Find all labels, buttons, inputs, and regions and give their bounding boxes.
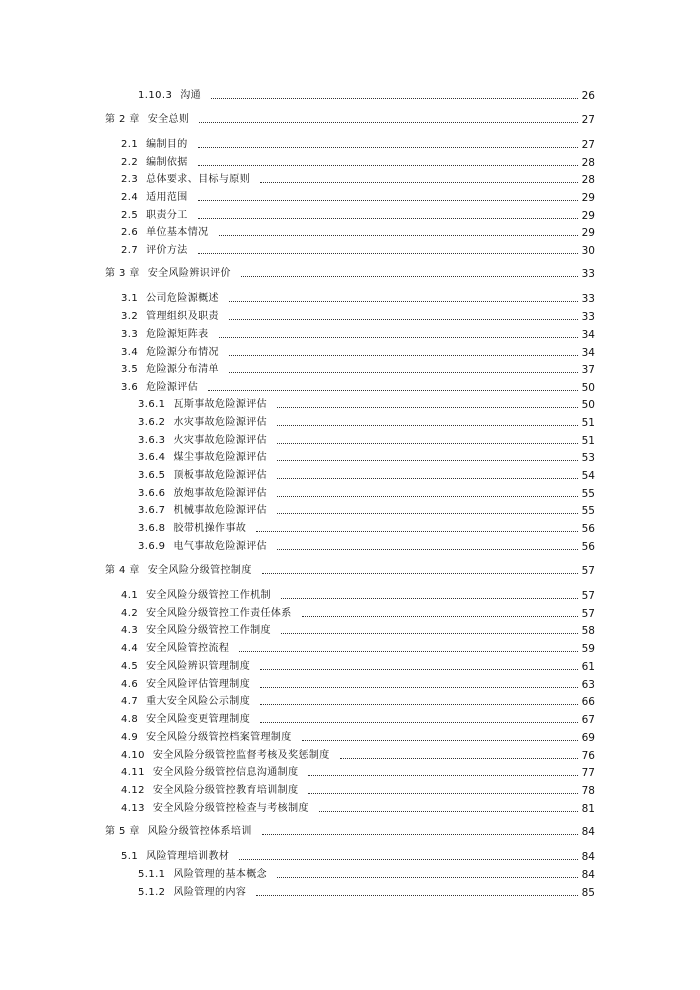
toc-entry-number: 3.2 xyxy=(121,311,139,322)
toc-entry-title: 风险管理培训教材 xyxy=(146,851,230,862)
toc-entry-label xyxy=(121,712,250,728)
toc-entry-title: 安全风险辨识管理制度 xyxy=(146,661,251,672)
dot-leader xyxy=(260,687,578,688)
toc-entry-number: 2.3 xyxy=(121,174,139,185)
toc-entry-label xyxy=(121,849,229,865)
toc-entry-number: 2.7 xyxy=(121,245,139,256)
toc-entry-label xyxy=(138,885,246,901)
toc-entry-number: 4.8 xyxy=(121,714,139,725)
toc-entry-label xyxy=(121,623,271,639)
toc-entry-page-number: 28 xyxy=(581,174,595,186)
toc-entry-label xyxy=(121,155,188,171)
dot-leader xyxy=(198,200,578,201)
toc-entry-page-number: 33 xyxy=(581,311,595,323)
toc-entry-label xyxy=(121,309,219,325)
toc-entry-label xyxy=(138,450,267,466)
toc-entry-label xyxy=(121,659,250,675)
dot-leader xyxy=(277,513,578,514)
dot-leader xyxy=(302,616,578,617)
dot-leader xyxy=(277,478,578,479)
toc-entry-title: 编制依据 xyxy=(146,157,188,168)
dot-leader xyxy=(308,793,578,794)
dot-leader xyxy=(241,276,578,277)
toc-entry-title: 安全风险辨识评价 xyxy=(147,268,231,279)
toc-entry-title: 胶带机操作事故 xyxy=(173,523,247,534)
toc-entry-label xyxy=(121,588,271,604)
toc-entry-number: 2.5 xyxy=(121,210,139,221)
toc-entry-page-number: 50 xyxy=(581,382,595,394)
toc-entry-number: 3.6.1 xyxy=(138,399,166,410)
toc-entry-page-number: 81 xyxy=(581,803,595,815)
dot-leader xyxy=(198,218,578,219)
toc-entry-label xyxy=(121,172,250,188)
toc-entry-title: 安全风险分级管控工作机制 xyxy=(146,590,271,601)
toc-entry-number: 第 5 章 xyxy=(105,826,140,837)
dot-leader xyxy=(260,704,578,705)
toc-entry[interactable] xyxy=(0,801,700,817)
toc-entry-number: 3.6.4 xyxy=(138,452,166,463)
toc-entry-title: 安全风险分级管控检查与考核制度 xyxy=(152,803,309,814)
toc-entry-title: 危险源矩阵表 xyxy=(146,329,209,340)
toc-entry-title: 安全风险分级管控工作制度 xyxy=(146,625,271,636)
dot-leader xyxy=(319,811,578,812)
dot-leader xyxy=(198,253,578,254)
dot-leader xyxy=(281,633,578,634)
toc-entry-page-number: 69 xyxy=(581,732,595,744)
toc-entry-label xyxy=(121,765,298,781)
toc-entry-page-number: 55 xyxy=(581,488,595,500)
toc-entry[interactable] xyxy=(0,415,700,431)
toc-entry-label xyxy=(138,433,267,449)
toc-entry[interactable] xyxy=(0,659,700,675)
toc-entry-number: 4.4 xyxy=(121,643,139,654)
toc-entry-number: 3.6.7 xyxy=(138,505,166,516)
toc-entry[interactable] xyxy=(0,783,700,799)
toc-entry-title: 安全风险分级管控档案管理制度 xyxy=(146,732,292,743)
dot-leader xyxy=(229,319,578,320)
toc-entry-label xyxy=(121,677,250,693)
toc-entry-label xyxy=(138,867,267,883)
toc-entry-label xyxy=(105,266,231,282)
toc-entry-label xyxy=(121,243,188,259)
dot-leader xyxy=(211,98,578,99)
toc-entry[interactable] xyxy=(0,694,700,710)
toc-entry-page-number: 54 xyxy=(581,470,595,482)
toc-entry-number: 4.13 xyxy=(121,803,145,814)
dot-leader xyxy=(281,598,578,599)
toc-entry-page-number: 56 xyxy=(581,541,595,553)
toc-entry[interactable] xyxy=(0,521,700,537)
toc-entry[interactable] xyxy=(0,824,700,840)
toc-entry-label xyxy=(121,694,250,710)
toc-entry-label xyxy=(121,641,229,657)
toc-entry[interactable] xyxy=(0,380,700,396)
toc-entry[interactable] xyxy=(0,588,700,604)
toc-entry-label xyxy=(138,468,267,484)
dot-leader xyxy=(260,669,578,670)
toc-entry[interactable] xyxy=(0,397,700,413)
dot-leader xyxy=(277,877,578,878)
toc-entry-page-number: 33 xyxy=(581,293,595,305)
toc-entry[interactable] xyxy=(0,677,700,693)
dot-leader xyxy=(277,460,578,461)
dot-leader xyxy=(219,337,578,338)
toc-entry-title: 单位基本情况 xyxy=(146,227,209,238)
toc-entry-number: 5.1 xyxy=(121,851,139,862)
toc-entry-label xyxy=(121,801,309,817)
toc-entry-page-number: 27 xyxy=(581,139,595,151)
dot-leader xyxy=(229,355,578,356)
toc-entry[interactable] xyxy=(0,137,700,153)
toc-entry-title: 危险源分布情况 xyxy=(146,347,219,358)
toc-entry-number: 3.6.9 xyxy=(138,541,166,552)
toc-entry-title: 重大安全风险公示制度 xyxy=(146,696,251,707)
toc-entry[interactable] xyxy=(0,486,700,502)
toc-entry-title: 风险管理的内容 xyxy=(173,887,247,898)
toc-entry[interactable] xyxy=(0,867,700,883)
toc-entry[interactable] xyxy=(0,433,700,449)
dot-leader xyxy=(302,740,578,741)
toc-entry-number: 3.6.5 xyxy=(138,470,166,481)
toc-entry-label xyxy=(121,362,219,378)
toc-entry-number: 4.11 xyxy=(121,767,145,778)
dot-leader xyxy=(277,407,578,408)
toc-entry-number: 4.2 xyxy=(121,608,139,619)
toc-entry-page-number: 84 xyxy=(581,851,595,863)
toc-entry-number: 4.1 xyxy=(121,590,139,601)
dot-leader xyxy=(208,390,578,391)
toc-entry-page-number: 37 xyxy=(581,364,595,376)
toc-entry-number: 2.1 xyxy=(121,139,139,150)
toc-entry[interactable] xyxy=(0,190,700,206)
toc-entry-label xyxy=(121,380,198,396)
toc-entry-label xyxy=(138,539,267,555)
toc-entry-page-number: 57 xyxy=(581,565,595,577)
dot-leader xyxy=(277,425,578,426)
dot-leader xyxy=(277,549,578,550)
toc-entry[interactable] xyxy=(0,641,700,657)
dot-leader xyxy=(198,147,578,148)
dot-leader xyxy=(256,531,578,532)
toc-entry-page-number: 84 xyxy=(581,826,595,838)
toc-entry-page-number: 33 xyxy=(581,268,595,280)
toc-entry-label xyxy=(121,137,188,153)
toc-entry-title: 评价方法 xyxy=(146,245,188,256)
dot-leader xyxy=(340,758,578,759)
toc-entry-page-number: 63 xyxy=(581,679,595,691)
toc-entry-number: 4.10 xyxy=(121,750,145,761)
toc-entry-title: 安全风险管控流程 xyxy=(146,643,230,654)
dot-leader xyxy=(239,859,578,860)
dot-leader xyxy=(256,895,578,896)
dot-leader xyxy=(260,722,578,723)
toc-entry-page-number: 51 xyxy=(581,435,595,447)
toc-entry-title: 安全风险分级管控教育培训制度 xyxy=(152,785,299,796)
toc-entry[interactable] xyxy=(0,623,700,639)
toc-entry-page-number: 55 xyxy=(581,505,595,517)
toc-entry[interactable] xyxy=(0,345,700,361)
toc-entry-number: 3.6.6 xyxy=(138,488,166,499)
toc-entry-page-number: 53 xyxy=(581,452,595,464)
toc-entry-page-number: 57 xyxy=(581,590,595,602)
toc-entry-number: 4.5 xyxy=(121,661,139,672)
toc-entry-page-number: 27 xyxy=(581,114,595,126)
toc-entry-number: 3.5 xyxy=(121,364,139,375)
toc-entry[interactable] xyxy=(0,849,700,865)
toc-entry-label xyxy=(138,397,267,413)
toc-entry-page-number: 59 xyxy=(581,643,595,655)
dot-leader xyxy=(260,182,578,183)
toc-entry-page-number: 85 xyxy=(581,887,595,899)
toc-entry-label xyxy=(121,730,292,746)
toc-entry[interactable] xyxy=(0,539,700,555)
dot-leader xyxy=(239,651,578,652)
toc-entry-page-number: 57 xyxy=(581,608,595,620)
toc-entry[interactable] xyxy=(0,885,700,901)
dot-leader xyxy=(308,775,578,776)
toc-entry-title: 适用范围 xyxy=(146,192,188,203)
toc-entry[interactable] xyxy=(0,765,700,781)
toc-entry-page-number: 28 xyxy=(581,157,595,169)
toc-entry-title: 公司危险源概述 xyxy=(146,293,219,304)
toc-entry[interactable] xyxy=(0,503,700,519)
toc-entry[interactable] xyxy=(0,606,700,622)
toc-entry-title: 水灾事故危险源评估 xyxy=(173,417,268,428)
toc-entry-page-number: 29 xyxy=(581,227,595,239)
dot-leader xyxy=(198,165,578,166)
toc-entry[interactable] xyxy=(0,155,700,171)
toc-entry-label xyxy=(105,112,189,128)
toc-entry-number: 2.2 xyxy=(121,157,139,168)
toc-entry[interactable] xyxy=(0,291,700,307)
toc-entry[interactable] xyxy=(0,748,700,764)
toc-entry-label xyxy=(138,521,246,537)
toc-entry-number: 第 4 章 xyxy=(105,565,140,576)
toc-entry-title: 煤尘事故危险源评估 xyxy=(173,452,268,463)
toc-entry-page-number: 50 xyxy=(581,399,595,411)
toc-entry-number: 3.3 xyxy=(121,329,139,340)
toc-entry-label xyxy=(121,208,188,224)
toc-entry-label xyxy=(105,563,252,579)
toc-entry-page-number: 26 xyxy=(581,90,595,102)
toc-entry[interactable] xyxy=(0,362,700,378)
toc-entry-number: 4.3 xyxy=(121,625,139,636)
toc-entry-label xyxy=(121,225,209,241)
toc-entry-page-number: 34 xyxy=(581,347,595,359)
toc-entry-title: 机械事故危险源评估 xyxy=(173,505,268,516)
toc-entry-title: 电气事故危险源评估 xyxy=(173,541,268,552)
toc-entry-label xyxy=(138,486,267,502)
toc-entry-number: 2.4 xyxy=(121,192,139,203)
dot-leader xyxy=(229,301,578,302)
toc-entry-number: 3.6.2 xyxy=(138,417,166,428)
toc-entry-page-number: 67 xyxy=(581,714,595,726)
toc-entry-title: 风险管理的基本概念 xyxy=(173,869,268,880)
toc-entry-title: 职责分工 xyxy=(146,210,188,221)
toc-entry-number: 5.1.2 xyxy=(138,887,166,898)
toc-entry[interactable] xyxy=(0,730,700,746)
dot-leader xyxy=(262,834,578,835)
toc-entry-page-number: 84 xyxy=(581,869,595,881)
toc-entry-number: 第 3 章 xyxy=(105,268,140,279)
toc-entry-label xyxy=(121,606,292,622)
toc-entry-title: 放炮事故危险源评估 xyxy=(173,488,268,499)
toc-entry-page-number: 58 xyxy=(581,625,595,637)
toc-entry-number: 4.6 xyxy=(121,679,139,690)
toc-entry-number: 3.6.8 xyxy=(138,523,166,534)
toc-entry-page-number: 77 xyxy=(581,767,595,779)
toc-entry-title: 危险源评估 xyxy=(146,382,199,393)
toc-entry-number: 5.1.1 xyxy=(138,869,166,880)
toc-entry-number: 3.6.3 xyxy=(138,435,166,446)
toc-entry[interactable] xyxy=(0,563,700,579)
dot-leader xyxy=(199,122,578,123)
toc-entry-title: 沟通 xyxy=(180,90,202,101)
toc-entry-page-number: 66 xyxy=(581,696,595,708)
toc-entry-label xyxy=(121,345,219,361)
toc-entry[interactable] xyxy=(0,309,700,325)
toc-entry-title: 风险分级管控体系培训 xyxy=(147,826,252,837)
toc-entry-number: 第 2 章 xyxy=(105,114,140,125)
toc-entry-title: 瓦斯事故危险源评估 xyxy=(173,399,268,410)
toc-entry-page-number: 51 xyxy=(581,417,595,429)
toc-entry-number: 2.6 xyxy=(121,227,139,238)
toc-entry-title: 火灾事故危险源评估 xyxy=(173,435,268,446)
toc-entry-number: 3.4 xyxy=(121,347,139,358)
dot-leader xyxy=(219,235,578,236)
toc-entry-page-number: 56 xyxy=(581,523,595,535)
toc-entry-title: 安全风险分级管控监督考核及奖惩制度 xyxy=(152,750,330,761)
toc-entry-page-number: 78 xyxy=(581,785,595,797)
toc-entry-title: 危险源分布清单 xyxy=(146,364,219,375)
toc-entry-page-number: 34 xyxy=(581,329,595,341)
toc-entry-number: 3.6 xyxy=(121,382,139,393)
toc-entry-title: 总体要求、目标与原则 xyxy=(146,174,251,185)
toc-entry-label xyxy=(121,190,188,206)
toc-entry-label xyxy=(121,291,219,307)
toc-entry-label xyxy=(138,415,267,431)
toc-entry-title: 编制目的 xyxy=(146,139,188,150)
toc-entry[interactable] xyxy=(0,243,700,259)
toc-entry-label xyxy=(105,824,252,840)
toc-entry-page-number: 76 xyxy=(581,750,595,762)
toc-entry-label xyxy=(121,327,209,343)
dot-leader xyxy=(229,372,578,373)
toc-entry-title: 管理组织及职责 xyxy=(146,311,219,322)
toc-entry-number: 4.12 xyxy=(121,785,145,796)
toc-entry[interactable] xyxy=(0,266,700,282)
toc-entry-page-number: 61 xyxy=(581,661,595,673)
dot-leader xyxy=(277,496,578,497)
toc-entry-label xyxy=(121,748,330,764)
toc-entry[interactable] xyxy=(0,112,700,128)
toc-entry-label xyxy=(138,503,267,519)
toc-entry-page-number: 30 xyxy=(581,245,595,257)
toc-entry-title: 安全总则 xyxy=(147,114,190,125)
toc-entry-number: 3.1 xyxy=(121,293,139,304)
toc-entry-number: 1.10.3 xyxy=(138,90,173,101)
dot-leader xyxy=(262,573,578,574)
toc-entry-label xyxy=(121,783,298,799)
toc-entry[interactable] xyxy=(0,327,700,343)
toc-entry[interactable] xyxy=(0,712,700,728)
toc-entry-title: 安全风险分级管控工作责任体系 xyxy=(146,608,292,619)
toc-entry-page-number: 29 xyxy=(581,210,595,222)
toc-entry[interactable] xyxy=(0,450,700,466)
toc-entry-page-number: 29 xyxy=(581,192,595,204)
toc-entry-title: 安全风险评估管理制度 xyxy=(146,679,251,690)
toc-entry[interactable] xyxy=(0,172,700,188)
toc-entry[interactable] xyxy=(0,88,700,104)
dot-leader xyxy=(277,443,578,444)
toc-entry[interactable] xyxy=(0,208,700,224)
toc-entry[interactable] xyxy=(0,468,700,484)
toc-entry-title: 顶板事故危险源评估 xyxy=(173,470,268,481)
toc-entry-title: 安全风险分级管控信息沟通制度 xyxy=(152,767,299,778)
toc-entry-title: 安全风险变更管理制度 xyxy=(146,714,251,725)
toc-entry-title: 安全风险分级管控制度 xyxy=(147,565,252,576)
toc-entry-number: 4.9 xyxy=(121,732,139,743)
toc-entry-label xyxy=(138,88,201,104)
toc-entry-number: 4.7 xyxy=(121,696,139,707)
toc-entry[interactable] xyxy=(0,225,700,241)
